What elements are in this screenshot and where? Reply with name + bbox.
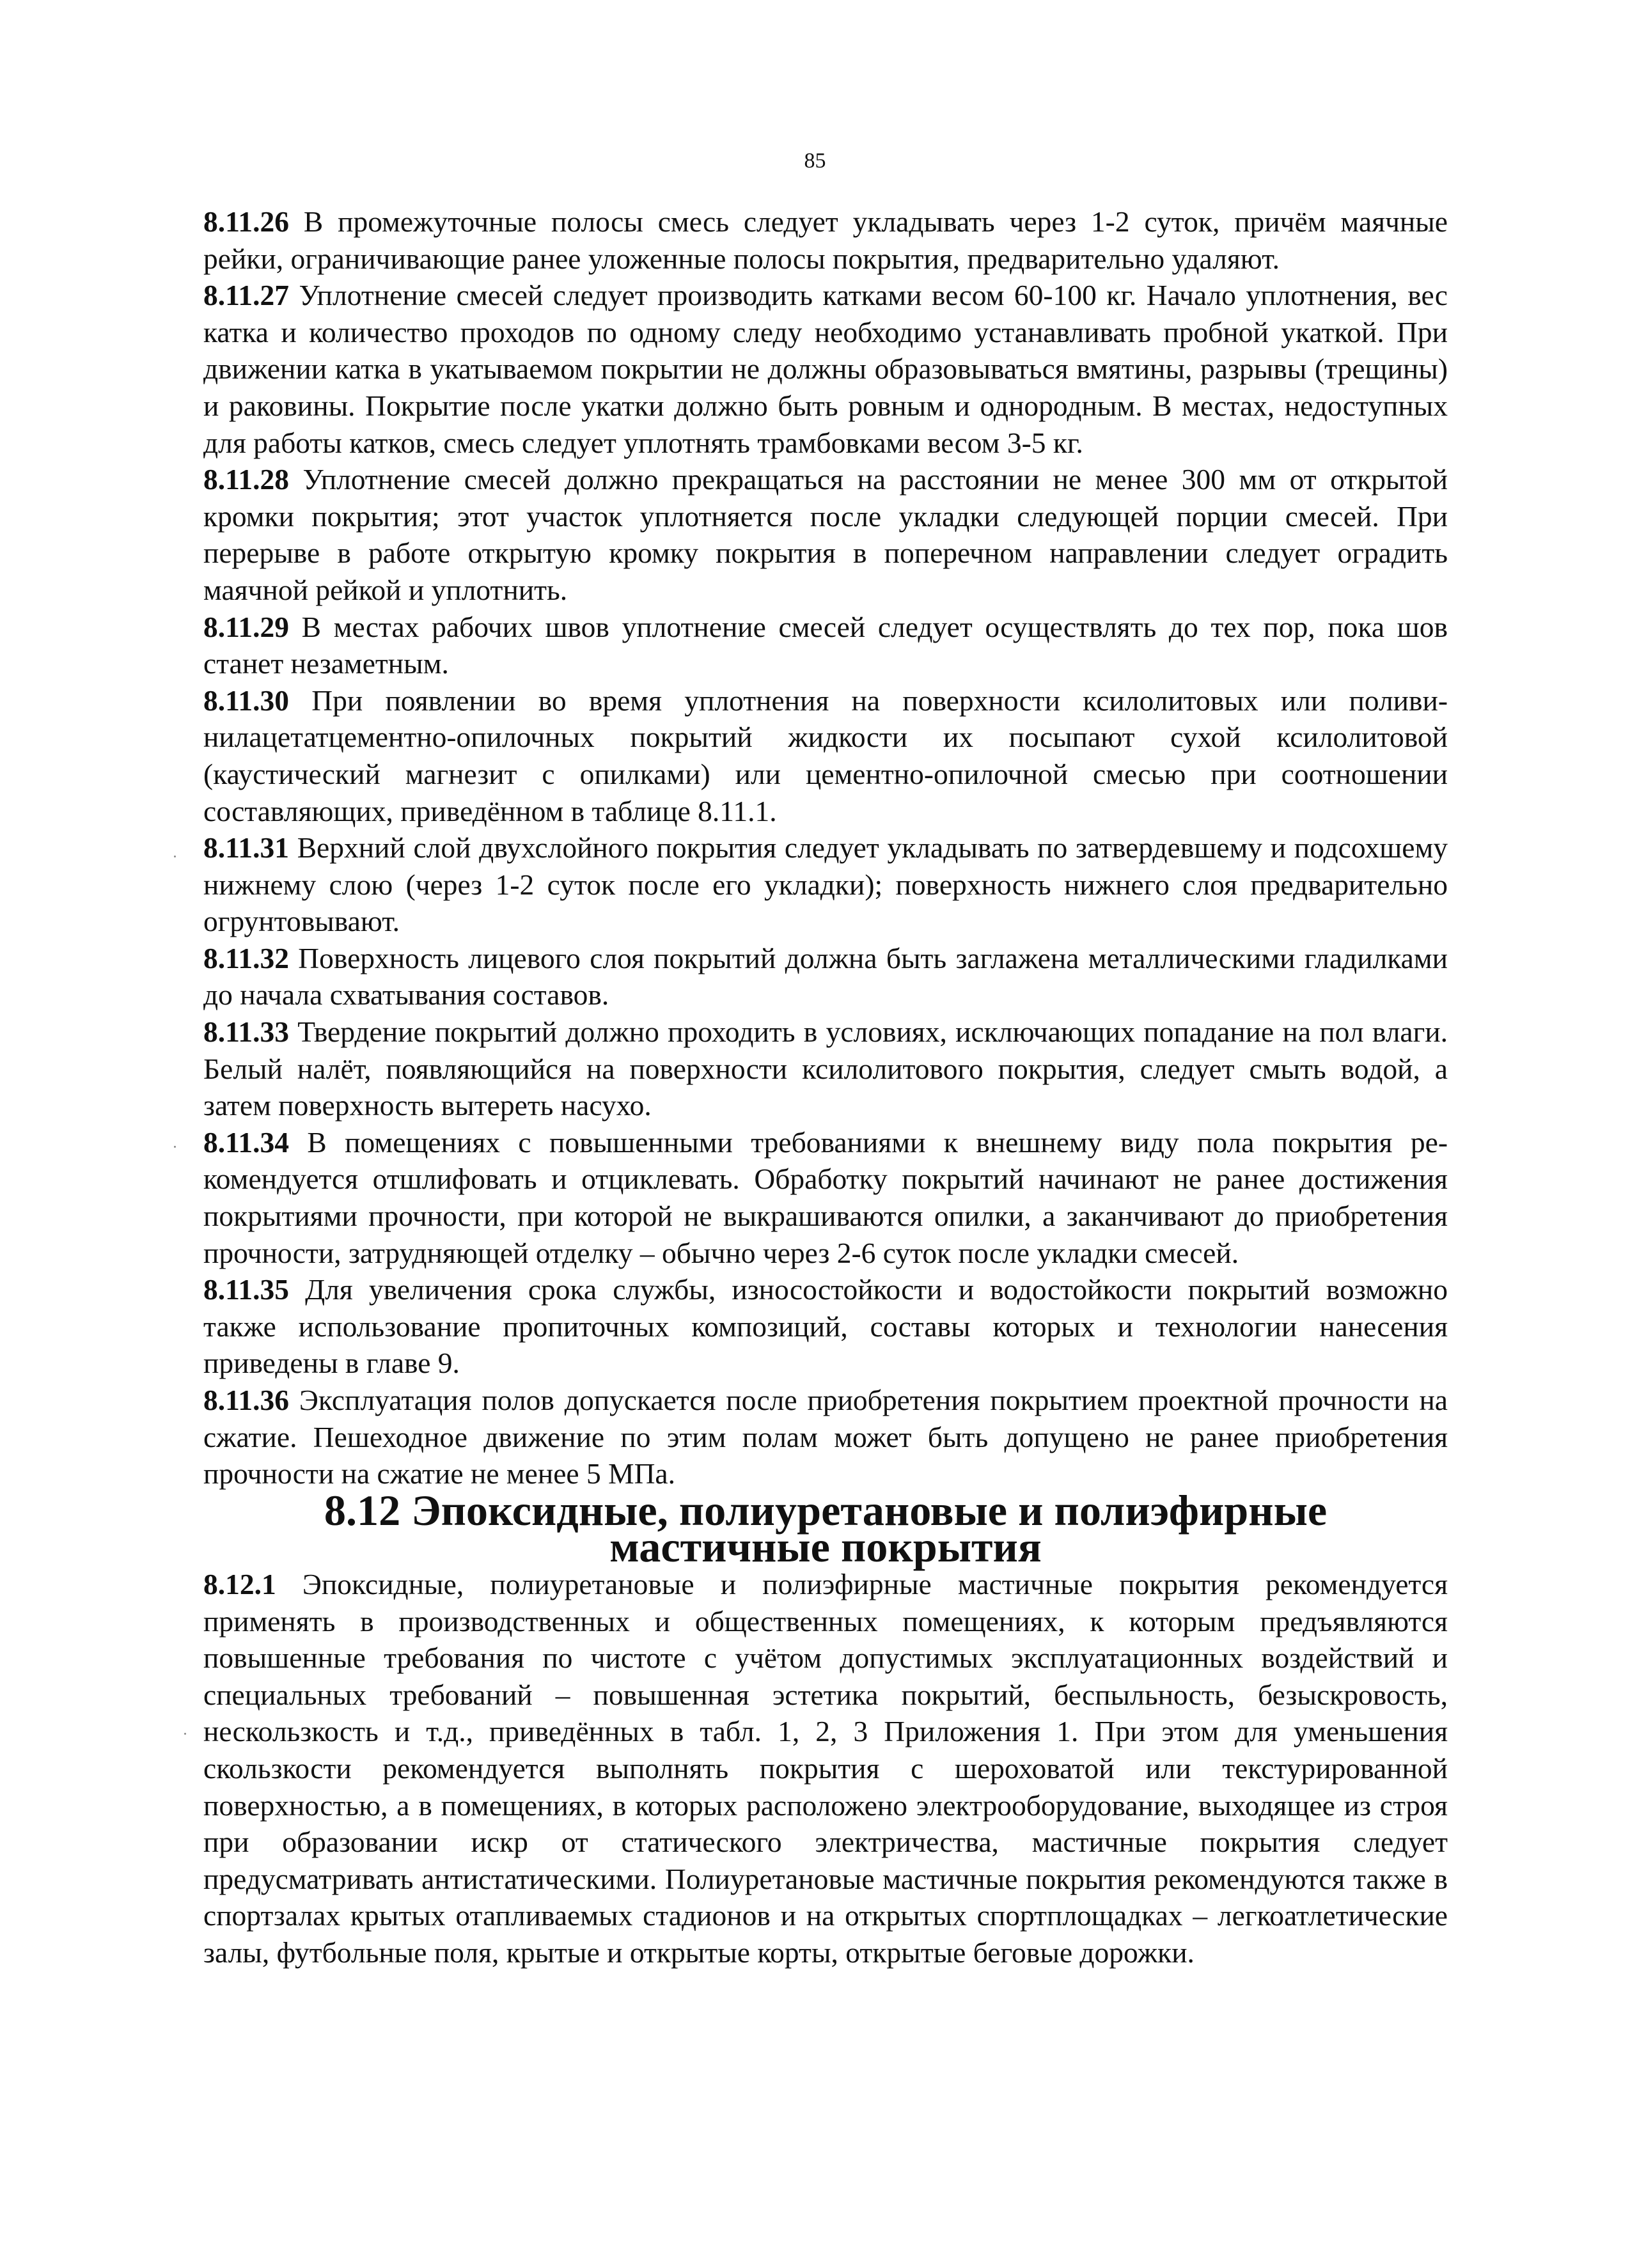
paragraph-8-11-28 xyxy=(203,461,1448,608)
scan-speck xyxy=(174,856,176,857)
paragraph-number: 8.11.28 xyxy=(203,463,289,496)
paragraph-number: 8.11.27 xyxy=(203,279,289,312)
paragraph-text: В промежуточные полосы смесь следует укладывать через 1-2 суток, причём маячные рейки, ограничивающие ранее уложенные полосы покрытия, предварительно удаляют. xyxy=(203,205,1448,275)
paragraph-text: Эксплуатация полов допускается после приобретения покрытием проектной прочности на сжатие. Пешеходное движение по этим полам может быть допущено не ранее приобретения прочности на сжатие не менее 5 МПа. xyxy=(203,1384,1448,1490)
paragraph-8-11-31 xyxy=(203,829,1448,940)
paragraph-text: Поверхность лицевого слоя покрытий должна быть заглажена металлическими гладилками до начала схватывания составов. xyxy=(203,941,1448,1012)
paragraph-8-11-33 xyxy=(203,1013,1448,1124)
paragraph-number: 8.11.35 xyxy=(203,1273,289,1306)
paragraph-number: 8.11.36 xyxy=(203,1384,289,1416)
paragraph-8-11-27 xyxy=(203,277,1448,461)
paragraph-number: 8.11.31 xyxy=(203,831,289,864)
paragraph-number: 8.12.1 xyxy=(203,1567,276,1600)
paragraph-number: 8.11.30 xyxy=(203,684,289,717)
paragraph-text: Уплотнение смесей должно прекращаться на расстоянии не менее 300 мм от открытой кромки покрытия; этот участок уплотняется после укладки следующей порции смесей. При перерыве в работе открытую кромку покрытия в поперечном направлении следует оградить маячной рейкой и уплотнить. xyxy=(203,463,1448,606)
paragraph-8-12-1 xyxy=(203,1566,1448,1971)
paragraph-text: Твердение покрытий должно проходить в условиях, исключающих попадание на пол влаги. Белый налёт, появляющийся на поверхности ксилолитового покрытия, следует смыть водой, а затем поверхность вытереть насухо. xyxy=(203,1015,1448,1122)
paragraph-text: При появлении во время уплотнения на поверхности ксилолитовых или поливинилацетатцементно-опилочных покрытий жидкости их посыпают сухой ксилолитовой (каустический магнезит с опилками) или цементно-опилочной смесью при соотношении составляющих, приведённом в таблице 8.11.1. xyxy=(203,684,1448,827)
scan-speck xyxy=(174,1146,176,1148)
paragraph-8-11-32 xyxy=(203,940,1448,1013)
paragraph-8-11-36 xyxy=(203,1382,1448,1492)
paragraph-text: Уплотнение смесей следует производить катками весом 60-100 кг. Начало уплотнения, вес катка и количество проходов по одному следу необходимо устанавливать пробной укаткой. При движении катка в укатываемом покрытии не должны образовываться вмятины, разрывы (трещины) и раковины. Покрытие после укатки должно быть ровным и однородным. В местах, недоступных для работы катков, смесь следует уплотнять трамбовками весом 3-5 кг. xyxy=(203,279,1448,459)
paragraph-8-11-26 xyxy=(203,203,1448,277)
paragraph-8-11-29 xyxy=(203,609,1448,682)
paragraph-text: В местах рабочих швов уплотнение смесей следует осуществлять до тех пор, пока шов станет незаметным. xyxy=(203,610,1448,680)
paragraph-text: Для увеличения срока службы, износостойкости и водостойкости покрытий возможно также использование пропиточных композиций, составы которых и технологии нанесения приведены в главе 9. xyxy=(203,1273,1448,1380)
section-heading-line-1: 8.12 Эпоксидные, полиуретановые и полиэфирные xyxy=(324,1485,1328,1535)
paragraph-8-11-35 xyxy=(203,1271,1448,1382)
paragraph-text: Эпоксидные, полиуретановые и полиэфирные мастичные покрытия рекомендуется применять в производственных и общественных помещениях, к которым предъявляются повышенные требования по чистоте с учётом допустимых эксплуатационных воздействий и специальных требований – повышенная эстетика покрытий, беспыльность, безыскровость, нескользкость и т.д., приведённых в табл. 1, 2, 3 Приложения 1. При этом для уменьшения скользкости рекомендуется выполнять покрытия с шероховатой или текстурированной поверхностью, а в помещениях, в которых расположено электрооборудование, выходящее из строя при образовании искр от статического электричества, мастичные покрытия следует предусматривать антистатическими. Полиуретановые мастичные покрытия рекомендуются также в спортзалах крытых отапливаемых стадионов и на открытых спортплощадках – легкоатлетические залы, футбольные поля, крытые и открытые корты, открытые беговые дорожки. xyxy=(203,1567,1448,1969)
page-number: 85 xyxy=(804,149,826,173)
paragraph-number: 8.11.34 xyxy=(203,1125,289,1159)
paragraph-number: 8.11.33 xyxy=(203,1015,289,1049)
paragraph-number: 8.11.29 xyxy=(203,610,289,643)
paragraph-8-11-30 xyxy=(203,682,1448,829)
paragraph-number: 8.11.32 xyxy=(203,941,289,974)
section-heading xyxy=(203,1485,1448,1572)
paragraph-8-11-34 xyxy=(203,1124,1448,1271)
document-body xyxy=(203,203,1448,1971)
scan-speck xyxy=(184,1733,186,1735)
paragraph-text: Верхний слой двухслойного покрытия следует укладывать по затвердевшему и подсохшему нижнему слою (через 1-2 суток после его укладки); поверхность нижнего слоя предварительно огрунтовывают. xyxy=(203,831,1448,938)
paragraph-text: В помещениях с повышенными требованиями к внешнему виду пола покрытия рекомендуется отшлифовать и отциклевать. Обработку покрытий начинают не ранее достижения покрытиями прочности, при которой не выкрашиваются опилки, а заканчивают до приобретения прочности, затрудняющей отделку – обычно через 2-6 суток после укладки смесей. xyxy=(203,1125,1448,1269)
paragraph-number: 8.11.26 xyxy=(203,205,289,238)
section-heading-line-2: мастичные покрытия xyxy=(609,1522,1042,1572)
